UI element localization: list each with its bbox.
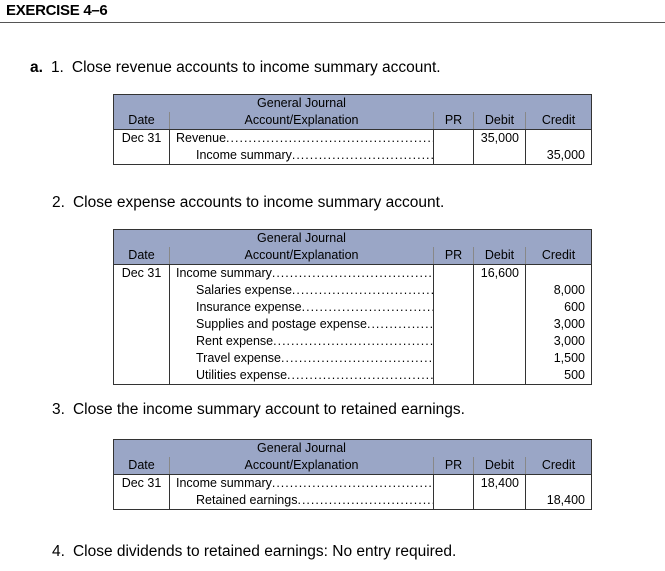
debit-amount (474, 316, 526, 333)
debit-amount: 35,000 (474, 130, 526, 148)
entry-date: Dec 31 (114, 130, 170, 148)
debit-amount: 16,600 (474, 265, 526, 283)
account-name: Supplies and postage expense (196, 317, 367, 331)
debit-amount (474, 350, 526, 367)
credit-header: Credit (526, 247, 592, 265)
table-row (114, 350, 592, 367)
account-name: Revenue (176, 131, 227, 145)
journal-title: General Journal (170, 440, 434, 458)
credit-amount: 8,000 (526, 282, 592, 299)
step-text: Close the income summary account to retained earnings. (72, 401, 465, 418)
pr-header: PR (434, 112, 474, 130)
debit-amount (474, 282, 526, 299)
account-header: Account/Explanation (170, 112, 434, 130)
account-name: Income summary (176, 266, 272, 280)
date-header: Date (114, 247, 170, 265)
debit-header: Debit (474, 112, 526, 130)
debit-header: Debit (474, 247, 526, 265)
account-name: Retained earnings (196, 493, 298, 507)
account-header: Account/Explanation (170, 457, 434, 475)
account-name: Income summary (176, 476, 272, 490)
title-divider (0, 22, 665, 23)
journal-table-3 (113, 439, 592, 510)
date-header: Date (114, 457, 170, 475)
part-label: a. (30, 59, 43, 76)
pr-header: PR (434, 457, 474, 475)
table-row (114, 130, 592, 148)
journal-table-1 (113, 94, 592, 165)
table-row (114, 299, 592, 316)
step-number: 4. (52, 543, 65, 560)
step-text: Close dividends to retained earnings: No entry required. (72, 543, 457, 560)
account-name: Travel expense (196, 351, 281, 365)
credit-amount: 18,400 (526, 492, 592, 510)
debit-amount: 18,400 (474, 475, 526, 493)
step-text: Close revenue accounts to income summary account. (71, 59, 441, 76)
debit-amount (474, 147, 526, 165)
credit-amount: 1,500 (526, 350, 592, 367)
credit-amount (526, 475, 592, 493)
step-text: Close expense accounts to income summary account. (72, 194, 445, 211)
journal-table-2 (113, 229, 592, 385)
entry-date: Dec 31 (114, 475, 170, 493)
account-name: Utilities expense (196, 368, 288, 382)
credit-header: Credit (526, 112, 592, 130)
account-name: Salaries expense (196, 283, 292, 297)
step-number: 2. (52, 194, 65, 211)
debit-header: Debit (474, 457, 526, 475)
debit-amount (474, 299, 526, 316)
step-3-heading (52, 401, 465, 419)
step-number: 3. (52, 401, 65, 418)
table-row (114, 282, 592, 299)
journal-title: General Journal (170, 95, 434, 113)
credit-amount (526, 130, 592, 148)
credit-amount: 3,000 (526, 316, 592, 333)
account-name: Rent expense (196, 334, 274, 348)
account-name: Insurance expense (196, 300, 302, 314)
table-row (114, 333, 592, 350)
step-4-heading (52, 543, 456, 561)
journal-title: General Journal (170, 230, 434, 248)
debit-amount (474, 333, 526, 350)
credit-amount: 500 (526, 367, 592, 385)
account-header: Account/Explanation (170, 247, 434, 265)
debit-amount (474, 367, 526, 385)
credit-amount: 35,000 (526, 147, 592, 165)
step-number: 1. (50, 59, 64, 76)
table-row (114, 367, 592, 385)
table-row (114, 492, 592, 510)
account-name: Income summary (196, 148, 292, 162)
debit-amount (474, 492, 526, 510)
entry-date: Dec 31 (114, 265, 170, 283)
pr-header: PR (434, 247, 474, 265)
table-row (114, 147, 592, 165)
credit-header: Credit (526, 457, 592, 475)
table-row (114, 265, 592, 283)
step-2-heading (52, 194, 444, 212)
date-header: Date (114, 112, 170, 130)
credit-amount: 600 (526, 299, 592, 316)
table-row (114, 316, 592, 333)
credit-amount (526, 265, 592, 283)
step-1-heading (30, 59, 441, 77)
table-row (114, 475, 592, 493)
credit-amount: 3,000 (526, 333, 592, 350)
exercise-title: EXERCISE 4–6 (6, 2, 108, 19)
